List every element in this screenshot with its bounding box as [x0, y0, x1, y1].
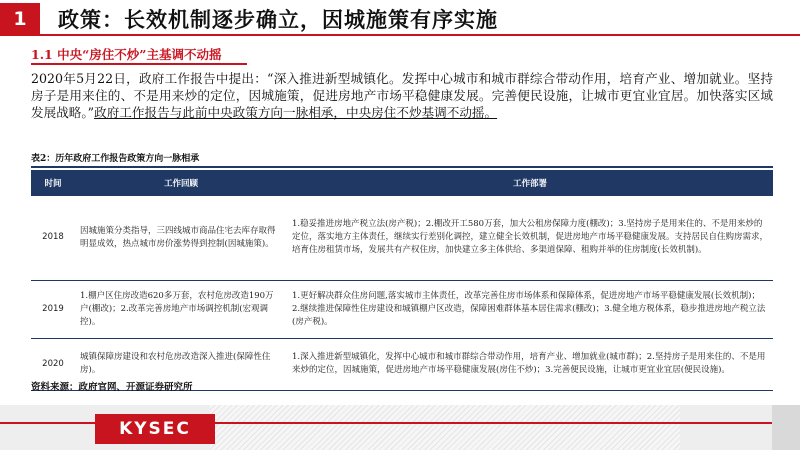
- table-top-rule: [31, 166, 773, 168]
- section-number-badge: 1: [0, 3, 40, 36]
- row-review: 因城施策分类指导，三四线城市商品住宅去库存取得明显成效，热点城市房价涨势得到控制(因城施策)。: [75, 196, 287, 280]
- logo-text: KYSEC: [119, 419, 191, 439]
- table-title: 表2：历年政府工作报告政策方向一脉相承: [31, 154, 200, 164]
- table-header-row: [31, 170, 773, 196]
- paragraph-underlined-text: 政府工作报告与此前中央政策方向一脉相承，中央房住不炒基调不动摇。: [94, 105, 498, 120]
- footer-rule-right: [215, 422, 800, 424]
- kysec-logo: [95, 414, 215, 444]
- section-subheading: 1.1 中央“房住不炒”主基调不动摇: [31, 47, 222, 62]
- row-year: 2019: [31, 280, 75, 338]
- header-review: 工作回顾: [75, 170, 287, 196]
- row-plan: 1.稳妥推进房地产税立法(房产税)；2.棚改开工580万套，加大公租房保障力度(棚改)；3.坚持房子是用来住的、不是用来炒的定位，落实地方主体责任，继续实行差别化调控，建立健全长效机制，促进房地产市场平稳健康发展。支持居民自住购房需求，培育住房租赁市场，发展共有产权住房，加快建立多主体供给、多渠道保障、租购并举的住房制度(长效机制)。: [287, 196, 773, 280]
- subheading-underline: [31, 63, 247, 65]
- footer: [0, 405, 800, 450]
- title-bar: [0, 0, 800, 38]
- body-paragraph: [31, 70, 773, 121]
- row-review: 城镇保障房建设和农村危房改造深入推进(保障性住房)。: [75, 338, 287, 390]
- page-title: 政策：长效机制逐步确立，因城施策有序实施: [58, 7, 498, 32]
- policy-table: [31, 170, 773, 391]
- row-review: 1.棚户区住房改造620多万套，农村危房改造190万户(棚改)；2.改革完善房地产市场调控机制(宏观调控)。: [75, 280, 287, 338]
- table-row: [31, 196, 773, 280]
- title-underline: [40, 34, 800, 36]
- row-year: 2020: [31, 338, 75, 390]
- paragraph-main-text: 2020年5月22日，政府工作报告中提出：“深入推进新型城镇化。发挥中心城市和城市群综合带动作用，培育产业、增加就业。坚持房子是用来住的、不是用来炒的定位，因城施策，促进房地产市场平稳健康发展。完善便民设施，让城市更宜业宜居。加快落实区域发展战略。”: [31, 71, 773, 120]
- table-row: [31, 280, 773, 338]
- header-plan: 工作部署: [287, 170, 773, 196]
- row-plan: 1.更好解决群众住房问题,落实城市主体责任，改革完善住房市场体系和保障体系，促进房地产市场平稳健康发展(长效机制)；2.继续推进保障性住房建设和城镇棚户区改造，保障困难群体基本居住需求(棚改)；3.健全地方税体系，稳步推进房地产税立法(房产税)。: [287, 280, 773, 338]
- row-year: 2018: [31, 196, 75, 280]
- source-note: 资料来源：政府官网、开源证券研究所: [31, 382, 193, 393]
- footer-rule-left: [0, 422, 95, 424]
- row-plan: 1.深入推进新型城镇化，发挥中心城市和城市群综合带动作用，培育产业、增加就业(城市群)；2.坚持房子是用来住的、不是用来炒的定位，因城施策，促进房地产市场平稳健康发展(房住不炒)；3.完善便民设施，让城市更宜业宜居(便民设施)。: [287, 338, 773, 390]
- header-year: 时间: [31, 170, 75, 196]
- footer-decoration: [210, 405, 680, 450]
- footer-side-bar: [772, 405, 800, 450]
